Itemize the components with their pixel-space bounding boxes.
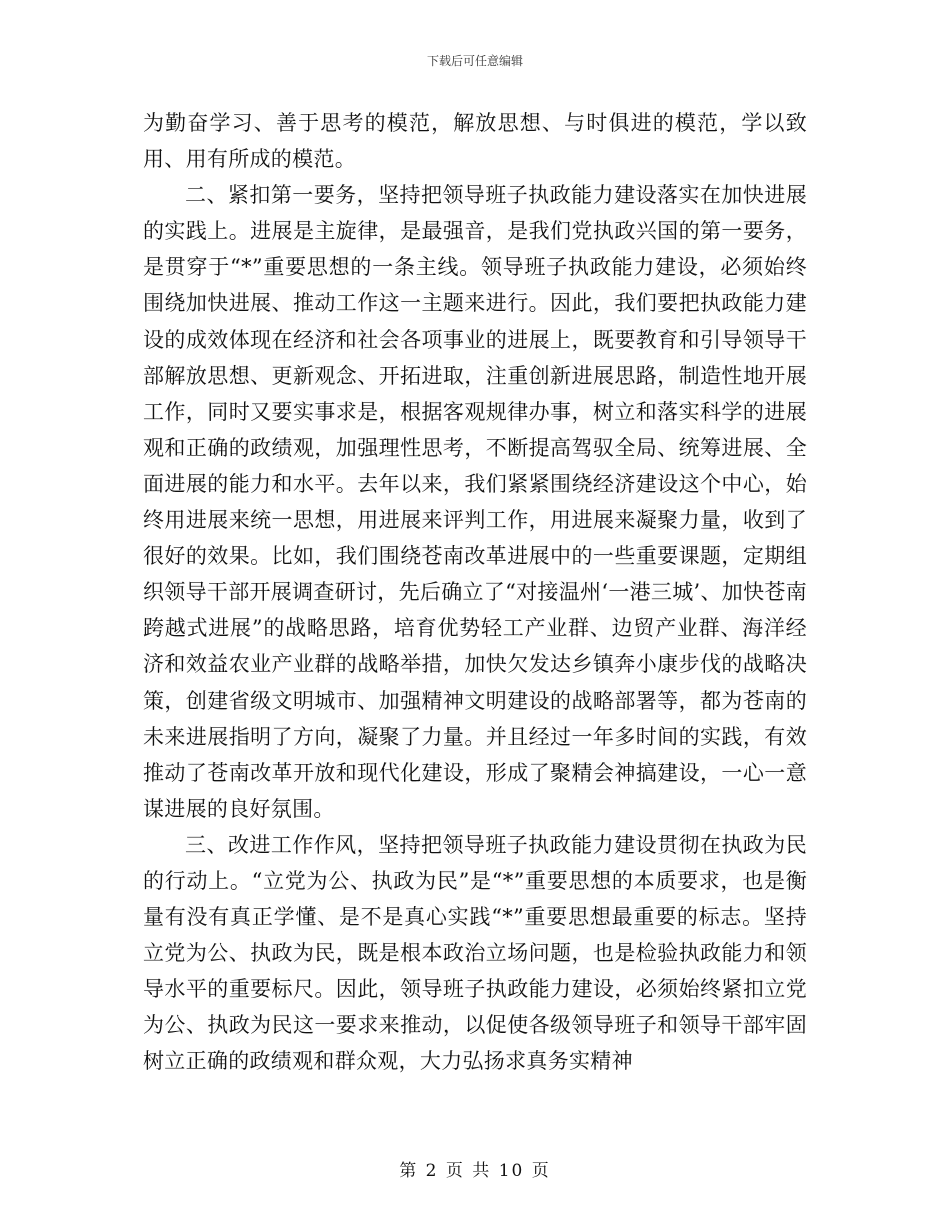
paragraph-section-two: 二、紧扣第一要务，坚持把领导班子执政能力建设落实在加快进展的实践上。进展是主旋律，是最强音，是我们党执政兴国的第一要务，是贯穿于“*”重要思想的一条主线。领导班子执政能力建设，必须始终围绕加快进展、推动工作这一主题来进行。因此，我们要把执政能力建设的成效体现在经济和社会各项事业的进展上，既要教育和引导领导干部解放思想、更新观念、开拓进取，注重创新进展思路，制造性地开展工作，同时又要实事求是，根据客观规律办事，树立和落实科学的进展观和正确的政绩观，加强理性思考，不断提高驾驭全局、统筹进展、全面进展的能力和水平。去年以来，我们紧紧围绕经济建设这个中心，始终用进展来统一思想，用进展来评判工作，用进展来凝聚力量，收到了很好的效果。比如，我们围绕苍南改革进展中的一些重要课题，定期组织领导干部开展调查研讨，先后确立了“对接温州‘一港三城’、加快苍南跨越式进展”的战略思路，培育优势轻工产业群、边贸产业群、海洋经济和效益农业产业群的战略举措，加快欠发达乡镇奔小康步伐的战略决策，创建省级文明城市、加强精神文明建设的战略部署等，都为苍南的未来进展指明了方向，凝聚了力量。并且经过一年多时间的实践，有效推动了苍南改革开放和现代化建设，形成了聚精会神搞建设，一心一意谋进展的良好氛围。 bbox=[143, 183, 807, 821]
document-body bbox=[143, 105, 807, 1080]
footer-middle: 页 共 bbox=[445, 1161, 492, 1181]
footer-current-page: 2 bbox=[425, 1161, 439, 1181]
paragraph-section-three: 三、改进工作作风，坚持把领导班子执政能力建设贯彻在执政为民的行动上。“立党为公、执政为民”是“*”重要思想的本质要求，也是衡量有没有真正学懂、是不是真心实践“*”重要思想最重要的标志。坚持立党为公、执政为民，既是根本政治立场问题，也是检验执政能力和领导水平的重要标尺。因此，领导班子执政能力建设，必须始终紧扣立党为公、执政为民这一要求来推动，以促使各级领导班子和领导干部牢固树立正确的政绩观和群众观，大力弘扬求真务实精神 bbox=[143, 832, 807, 1074]
page-header: 下载后可任意编辑 bbox=[426, 54, 523, 68]
footer-suffix: 页 bbox=[531, 1161, 551, 1181]
footer-prefix: 第 bbox=[399, 1161, 419, 1181]
page-footer bbox=[0, 1156, 950, 1181]
paragraph-continuation: 为勤奋学习、善于思考的模范，解放思想、与时俱进的模范，学以致用、用有所成的模范。 bbox=[143, 111, 807, 172]
footer-total-pages: 10 bbox=[498, 1161, 525, 1181]
